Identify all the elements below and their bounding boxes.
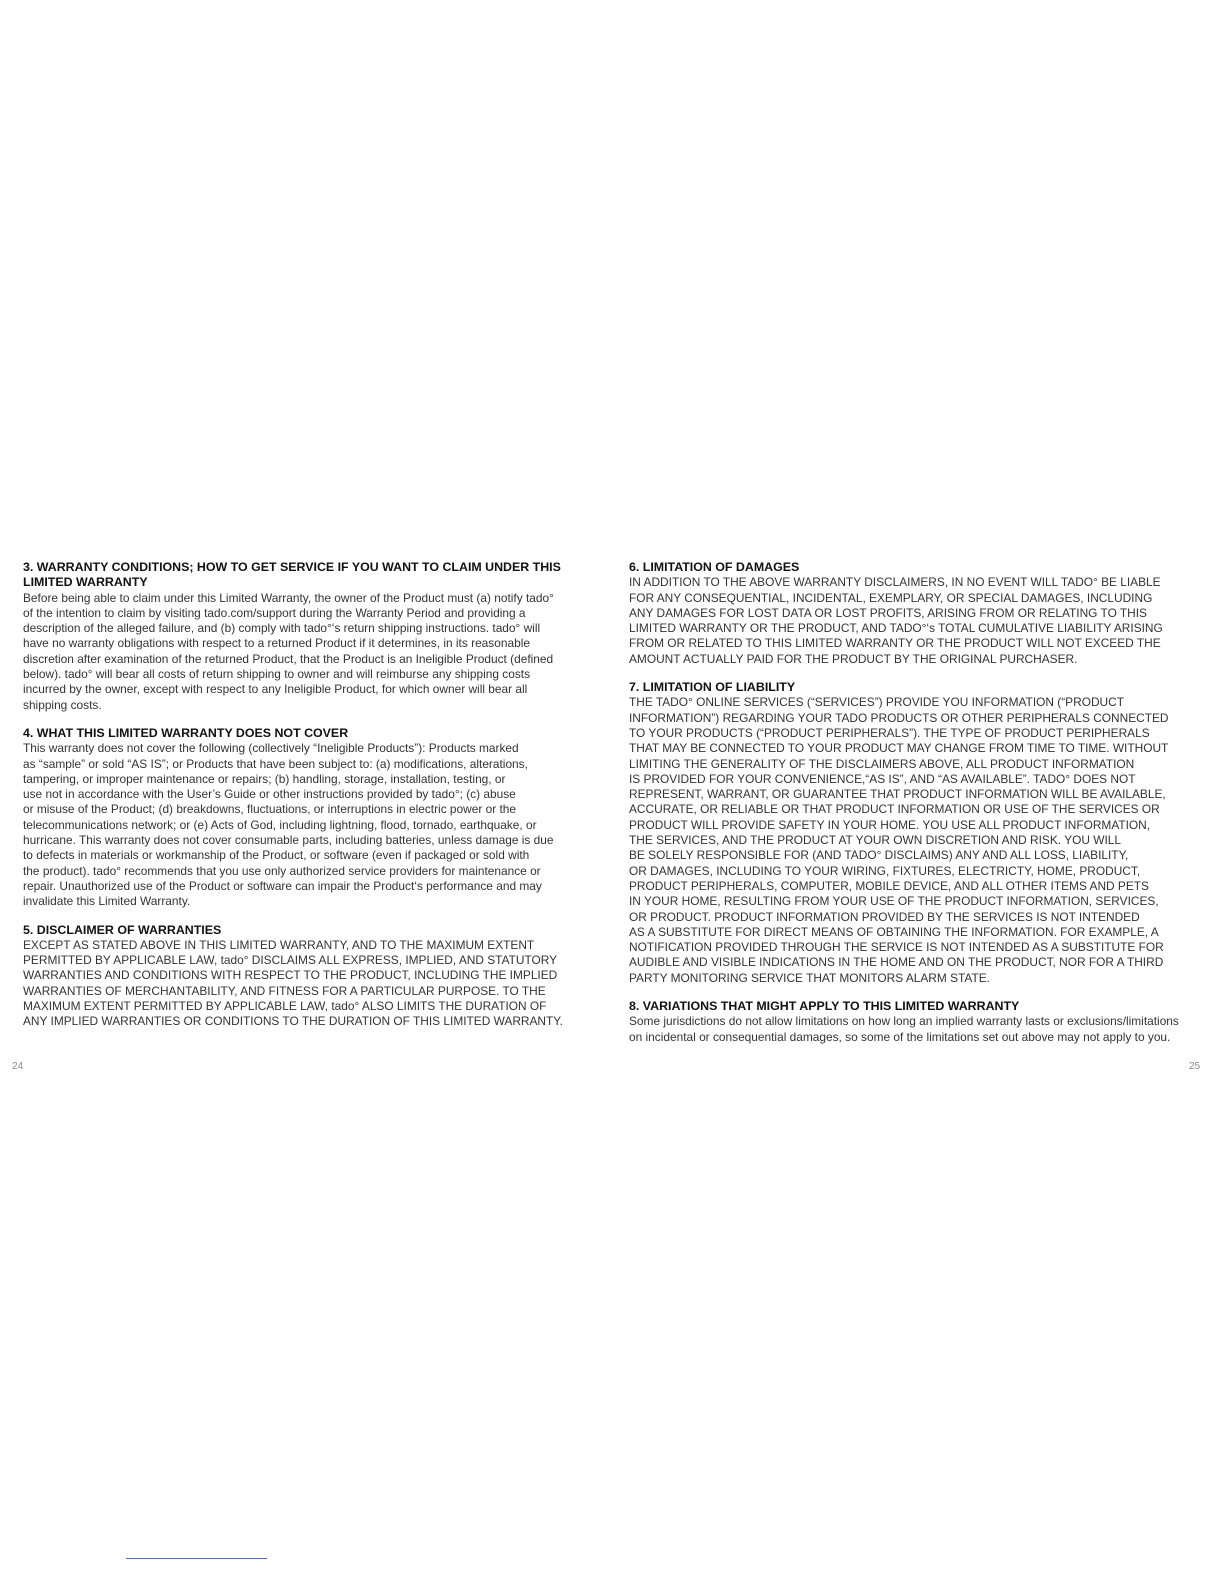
- section-body: [629, 695, 1185, 986]
- body-line: EXCEPT AS STATED ABOVE IN THIS LIMITED WARRANTY, AND TO THE MAXIMUM EXTENT: [23, 937, 535, 952]
- body-line: PRODUCT WILL PROVIDE SAFETY IN YOUR HOME. YOU USE ALL PRODUCT INFORMATION,: [629, 817, 1151, 832]
- body-line: ANY IMPLIED WARRANTIES OR CONDITIONS TO THE DURATION OF THIS LIMITED WARRANTY.: [23, 1014, 563, 1029]
- body-line: of the intention to claim by visiting tado.com/support during the Warranty Period and providing a: [23, 605, 526, 620]
- body-line: on incidental or consequential damages, so some of the limitations set out above may not apply to you.: [629, 1029, 1171, 1044]
- section-body: [629, 575, 1185, 667]
- body-line: ANY DAMAGES FOR LOST DATA OR LOST PROFITS, ARISING FROM OR RELATING TO THIS: [629, 605, 1147, 620]
- body-line: TO YOUR PRODUCTS (“PRODUCT PERIPHERALS”). THE TYPE OF PRODUCT PERIPHERALS: [629, 725, 1150, 740]
- body-line: tampering, or improper maintenance or repairs; (b) handling, storage, installation, testing, or: [23, 771, 506, 786]
- body-line: shipping costs.: [23, 697, 102, 712]
- section-heading: 6. LIMITATION OF DAMAGES: [629, 560, 800, 574]
- body-line: BE SOLELY RESPONSIBLE FOR (AND TADO° DISCLAIMS) ANY AND ALL LOSS, LIABILITY,: [629, 848, 1129, 863]
- body-line: repair. Unauthorized use of the Product or software can impair the Product‘s performance and may: [23, 878, 542, 893]
- body-line: ACCURATE, OR RELIABLE OR THAT PRODUCT INFORMATION OR USE OF THE SERVICES OR: [629, 802, 1160, 817]
- body-line: discretion after examination of the returned Product, that the Product is an Ineligible Product (defined: [23, 651, 554, 666]
- section-heading: 7. LIMITATION OF LIABILITY: [629, 680, 796, 695]
- body-line: telecommunications network; or (e) Acts of God, including lightning, flood, tornado, earthquake, or: [23, 817, 537, 832]
- body-line: Some jurisdictions do not allow limitations on how long an implied warranty lasts or exclusions/limitations: [629, 1014, 1179, 1029]
- body-line: AS A SUBSTITUTE FOR DIRECT MEANS OF OBTAINING THE INFORMATION. FOR EXAMPLE, A: [629, 924, 1159, 939]
- right-page-column: [629, 560, 1185, 1058]
- page-number-right: 25: [1189, 1061, 1201, 1072]
- section-limitation-of-liability: [629, 680, 1185, 986]
- body-line: PRODUCT PERIPHERALS, COMPUTER, MOBILE DEVICE, AND ALL OTHER ITEMS AND PETS: [629, 878, 1149, 893]
- body-line: INFORMATION”) REGARDING YOUR TADO PRODUCTS OR OTHER PERIPHERALS CONNECTED: [629, 710, 1169, 725]
- body-line: OR DAMAGES, INCLUDING TO YOUR WIRING, FIXTURES, ELECTRICTY, HOME, PRODUCT,: [629, 863, 1141, 878]
- body-line: invalidate this Limited Warranty.: [23, 894, 191, 909]
- body-line: below). tado° will bear all costs of return shipping to owner and will reimburse any shipping costs: [23, 667, 531, 682]
- body-line: AUDIBLE AND VISIBLE INDICATIONS IN THE HOME AND ON THE PRODUCT, NOR FOR A THIRD: [629, 955, 1164, 970]
- body-line: IN YOUR HOME, RESULTING FROM YOUR USE OF THE PRODUCT INFORMATION, SERVICES,: [629, 894, 1159, 909]
- footer-rule: [126, 1558, 267, 1559]
- body-line: MAXIMUM EXTENT PERMITTED BY APPLICABLE LAW, tado° ALSO LIMITS THE DURATION OF: [23, 999, 547, 1014]
- body-line: the product). tado° recommends that you use only authorized service providers for maintenance or: [23, 863, 541, 878]
- body-line: OR PRODUCT. PRODUCT INFORMATION PROVIDED BY THE SERVICES IS NOT INTENDED: [629, 909, 1140, 924]
- section-body: [23, 938, 583, 1030]
- body-line: This warranty does not cover the following (collectively “Ineligible Products”): Products marked: [23, 741, 519, 756]
- body-line: AMOUNT ACTUALLY PAID FOR THE PRODUCT BY THE ORIGINAL PURCHASER.: [629, 651, 1078, 666]
- body-line: IN ADDITION TO THE ABOVE WARRANTY DISCLAIMERS, IN NO EVENT WILL TADO° BE LIABLE: [629, 575, 1161, 590]
- section-body: [23, 591, 583, 713]
- section-not-covered: [23, 726, 583, 910]
- section-disclaimer-of-warranties: [23, 923, 583, 1030]
- section-heading: 8. VARIATIONS THAT MIGHT APPLY TO THIS LIMITED WARRANTY: [629, 999, 1020, 1014]
- section-warranty-conditions: [23, 560, 583, 713]
- body-line: LIMITED WARRANTY OR THE PRODUCT, AND TADO°‘s TOTAL CUMULATIVE LIABILITY ARISING: [629, 621, 1163, 636]
- body-line: incurred by the owner, except with respect to any Ineligible Product, for which owner will bear all: [23, 682, 528, 697]
- left-page-column: [23, 560, 583, 1043]
- body-line: REPRESENT, WARRANT, OR GUARANTEE THAT PRODUCT INFORMATION WILL BE AVAILABLE,: [629, 787, 1166, 802]
- body-line: LIMITING THE GENERALITY OF THE DISCLAIMERS ABOVE, ALL PRODUCT INFORMATION: [629, 756, 1135, 771]
- body-line: Before being able to claim under this Limited Warranty, the owner of the Product must (a) notify tado°: [23, 590, 554, 605]
- body-line: PARTY MONITORING SERVICE THAT MONITORS ALARM STATE.: [629, 970, 990, 985]
- body-line: hurricane. This warranty does not cover consumable parts, including batteries, unless damage is due: [23, 833, 554, 848]
- section-heading: 4. WHAT THIS LIMITED WARRANTY DOES NOT COVER: [23, 725, 349, 740]
- body-line: or misuse of the Product; (d) breakdowns, fluctuations, or interruptions in electric power or the: [23, 802, 517, 817]
- section-body: [23, 741, 583, 909]
- body-line: FROM OR RELATED TO THIS LIMITED WARRANTY OR THE PRODUCT WILL NOT EXCEED THE: [629, 636, 1161, 651]
- body-line: NOTIFICATION PROVIDED THROUGH THE SERVICE IS NOT INTENDED AS A SUBSTITUTE FOR: [629, 940, 1164, 955]
- body-line: THAT MAY BE CONNECTED TO YOUR PRODUCT MAY CHANGE FROM TIME TO TIME. WITHOUT: [629, 741, 1169, 756]
- section-limitation-of-damages: [629, 560, 1185, 667]
- body-line: IS PROVIDED FOR YOUR CONVENIENCE,“AS IS”, AND “AS AVAILABLE”. TADO° DOES NOT: [629, 771, 1136, 786]
- body-line: to defects in materials or workmanship of the Product, or software (even if packaged or sold with: [23, 848, 530, 863]
- section-heading: 5. DISCLAIMER OF WARRANTIES: [23, 922, 222, 937]
- section-variations: [629, 999, 1185, 1045]
- page-number-left: 24: [12, 1061, 24, 1072]
- body-line: as “sample” or sold “AS IS”; or Products that have been subject to: (a) modifications, alterations,: [23, 756, 528, 771]
- body-line: use not in accordance with the User’s Guide or other instructions provided by tado°; (c) abuse: [23, 787, 516, 802]
- body-line: description of the alleged failure, and (b) comply with tado°‘s return shipping instructions. tado° will: [23, 621, 541, 636]
- body-line: WARRANTIES AND CONDITIONS WITH RESPECT TO THE PRODUCT, INCLUDING THE IMPLIED: [23, 968, 558, 983]
- body-line: PERMITTED BY APPLICABLE LAW, tado° DISCLAIMS ALL EXPRESS, IMPLIED, AND STATUTORY: [23, 953, 558, 968]
- section-heading: 3. WARRANTY CONDITIONS; HOW TO GET SERVICE IF YOU WANT TO CLAIM UNDER THIS LIMITED WARRANTY: [23, 560, 561, 590]
- body-line: have no warranty obligations with respect to a returned Product if it determines, in its reasonable: [23, 636, 530, 651]
- section-body: [629, 1014, 1185, 1045]
- body-line: WARRANTIES OF MERCHANTABILITY, AND FITNESS FOR A PARTICULAR PURPOSE. TO THE: [23, 983, 546, 998]
- body-line: FOR ANY CONSEQUENTIAL, INCIDENTAL, EXEMPLARY, OR SPECIAL DAMAGES, INCLUDING: [629, 590, 1153, 605]
- body-line: THE TADO° ONLINE SERVICES (“SERVICES”) PROVIDE YOU INFORMATION (“PRODUCT: [629, 695, 1124, 710]
- body-line: THE SERVICES, AND THE PRODUCT AT YOUR OWN DISCRETION AND RISK. YOU WILL: [629, 833, 1122, 848]
